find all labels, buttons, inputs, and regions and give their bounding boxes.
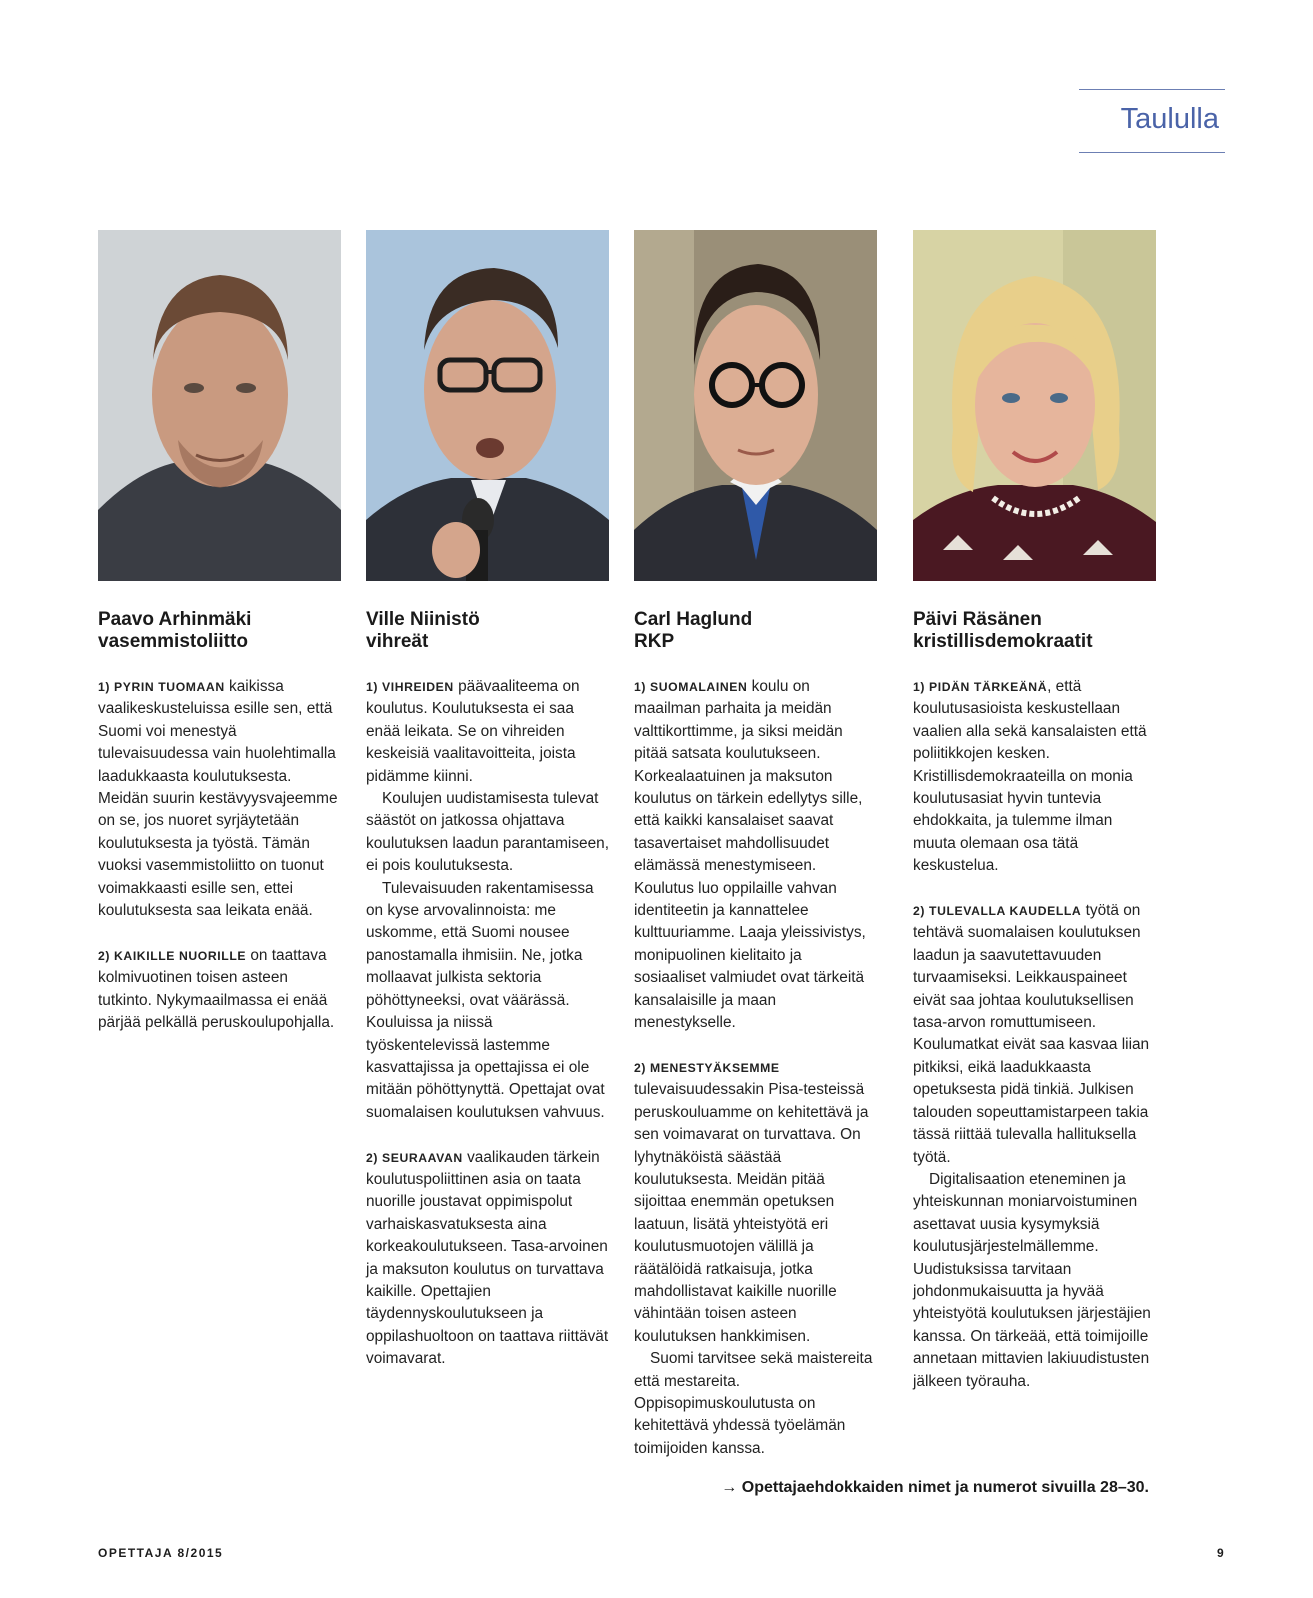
answer-paragraph — [366, 676, 609, 788]
answer-lead: 2) MENESTYÄKSEMME — [634, 1060, 780, 1075]
candidate-party: kristillisdemokraatit — [913, 631, 1093, 652]
answer-text: päävaaliteema on koulutus. Koulutuksesta ei saa enää leikata. Se on vihreiden keskeisiä vaalitavoitteita, joista pidämme kiinni. — [366, 678, 580, 785]
candidate-name-block-4 — [913, 609, 1156, 653]
section-label: Taululla — [1120, 103, 1219, 135]
answer-paragraph — [366, 788, 609, 878]
candidate-answers — [913, 676, 1156, 1393]
candidate-photo-4 — [913, 230, 1156, 581]
candidate-column-3 — [634, 230, 877, 1460]
answer-paragraph — [634, 1057, 877, 1348]
candidate-name: Päivi Räsänen — [913, 609, 1042, 630]
answer-text: Koulujen uudistamisesta tulevat säästöt on jatkossa ohjattava koulutuksen laadun parantamiseen, ei pois koulutuksesta. — [366, 790, 609, 875]
page-number: 9 — [1217, 1546, 1224, 1560]
answer-text: vaalikauden tärkein koulutuspoliittinen asia on taata nuorille joustavat oppimispolut varhaiskasvatuksesta aina korkeakoulutukseen. Tasa-arvoinen ja maksuton koulutus on turvattava kaikille. Opettajien täydennyskoulutukseen ja oppilashuoltoon on taattava riittävät voimavarat. — [366, 1148, 609, 1368]
cross-reference-note: → Opettajaehdokkaiden nimet ja numerot sivuilla 28–30. — [721, 1479, 1149, 1496]
section-tag — [1079, 89, 1225, 153]
candidate-photo-1 — [98, 230, 341, 581]
candidate-name: Paavo Arhinmäki — [98, 609, 252, 630]
candidate-column-2 — [366, 230, 609, 1371]
publication-issue: OPETTAJA 8/2015 — [98, 1546, 224, 1560]
answer-paragraph — [634, 1348, 877, 1460]
candidate-party: vasemmistoliitto — [98, 631, 248, 652]
candidate-column-4 — [913, 230, 1156, 1393]
answer-lead: 2) KAIKILLE NUORILLE — [98, 948, 247, 963]
answer-text: koulu on maailman parhaita ja meidän valttikorttimme, ja siksi meidän pitää satsata koulutukseen. Korkealaatuinen ja maksuton koulutus on tärkein edellytys sille, että kaikki kansalaiset saavat tasavertaiset mahdollisuudet elämässä menestymiseen. Koulutus luo oppilaille vahvan identiteetin ja kannattelee kulttuuriamme. Laaja yleissivistys, monipuolinen kielitaito ja sosiaaliset valmiudet ovat tärkeitä kansalaisille ja maan menestykselle. — [634, 678, 866, 1032]
answer-lead: 2) TULEVALLA KAUDELLA — [913, 904, 1082, 919]
answer-paragraph — [98, 945, 341, 1035]
answer-text: Suomi tarvitsee sekä maistereita että mestareita. Oppisopimuskoulutusta on kehitettävä yhdessä työelämän toimijoiden kanssa. — [634, 1350, 873, 1457]
candidate-answers — [366, 676, 609, 1371]
candidate-name-block-1 — [98, 609, 341, 653]
answer-text: Digitalisaation eteneminen ja yhteiskunnan moniarvoistuminen asettavat uusia kysymyksiä koulutusjärjestelmällemme. Uudistuksissa tarvitaan johdonmukaisuutta ja hyvää yhteistyötä koulutuksen järjestäjien kanssa. On tärkeää, että toimijoille annetaan mittavien lakiuudistusten jälkeen työrauha. — [913, 1170, 1151, 1390]
answer-text: on taattava kolmivuotinen toisen asteen tutkinto. Nykymaailmassa ei enää pärjää pelkällä peruskoulupohjalla. — [98, 946, 335, 1032]
candidate-name: Carl Haglund — [634, 609, 753, 630]
candidate-photo-2 — [366, 230, 609, 581]
answer-lead: 1) PYRIN TUOMAAN — [98, 680, 225, 694]
candidate-party: RKP — [634, 631, 675, 652]
candidate-name-block-3 — [634, 609, 877, 653]
answer-text: kaikissa vaalikeskusteluissa esille sen, että Suomi voi menestyä tulevaisuudessa vain huolehtimalla laadukkaasta koulutuksesta. Meidän suurin kestävyysvajeemme on se, jos nuoret syrjäytetään koulutuksesta ja työstä. Tämän vuoksi vasemmistoliitto on tuonut voimakkaasti esille sen, ettei koulutuksesta saa leikata enää. — [98, 678, 338, 920]
answer-text: tulevaisuudessakin Pisa-testeissä peruskouluamme on kehitettävä ja sen voimavarat on turvattava. On lyhytnäköistä säästää koulutuksesta. Meidän pitää sijoittaa enemmän opetuksen laatuun, lisätä yhteistyötä eri koulutusmuotojen välillä ja räätälöidä ratkaisuja, jotka mahdollistavat kaikille nuorille vähintään toisen asteen koulutuksen hankkimisen. — [634, 1081, 869, 1345]
answer-paragraph — [913, 676, 1156, 878]
candidate-column-1 — [98, 230, 341, 1034]
candidate-name-block-2 — [366, 609, 609, 653]
answer-lead: 1) SUOMALAINEN — [634, 680, 748, 694]
answer-lead: 2) SEURAAVAN — [366, 1150, 463, 1165]
candidate-answers — [634, 676, 877, 1460]
answer-lead: 1) PIDÄN TÄRKEÄNÄ — [913, 680, 1048, 694]
answer-paragraph — [634, 676, 877, 1035]
answer-paragraph — [98, 676, 341, 922]
answer-text: Tulevaisuuden rakentamisessa on kyse arvovalinnoista: me uskomme, että Suomi nousee panostamalla ihmisiin. Ne, jotka mollaavat julkista sektoria pöhöttyneeksi, ovat väärässä. Kouluissa ja niissä työskentelevissä lastemme kasvattajissa ja opettajissa ei ole mitään pöhöttynyttä. Opettajat ovat suomalaisen koulutuksen vahvuus. — [366, 879, 605, 1121]
candidate-party: vihreät — [366, 631, 429, 652]
answer-paragraph — [913, 900, 1156, 1169]
answer-paragraph — [366, 878, 609, 1124]
answer-text: työtä on tehtävä suomalaisen koulutuksen laadun ja saavutettavuuden turvaamiseksi. Leikkauspaineet eivät saa johtaa koulutuksellisen tasa-arvon romuttumiseen. Koulumatkat eivät saa kasvaa liian pitkiksi, eikä laadukkaasta opetuksesta pidä tinkiä. Julkisen talouden sopeuttamistarpeen takia tässä riittää tulevalla hallituksella työtä. — [913, 902, 1150, 1166]
answer-text: , että koulutusasioista keskustellaan vaalien alla sekä kansalaisten että poliitikkojen kesken. Kristillisdemokraateilla on monia koulutusasiat hyvin tuntevia ehdokkaita, ja tulemme ilman muuta olemaan osa tätä keskustelua. — [913, 678, 1147, 875]
answer-paragraph — [366, 1147, 609, 1371]
answer-paragraph — [913, 1169, 1156, 1393]
answer-lead: 1) VIHREIDEN — [366, 680, 454, 694]
candidate-answers — [98, 676, 341, 1034]
candidate-name: Ville Niinistö — [366, 609, 480, 630]
candidate-photo-3 — [634, 230, 877, 581]
